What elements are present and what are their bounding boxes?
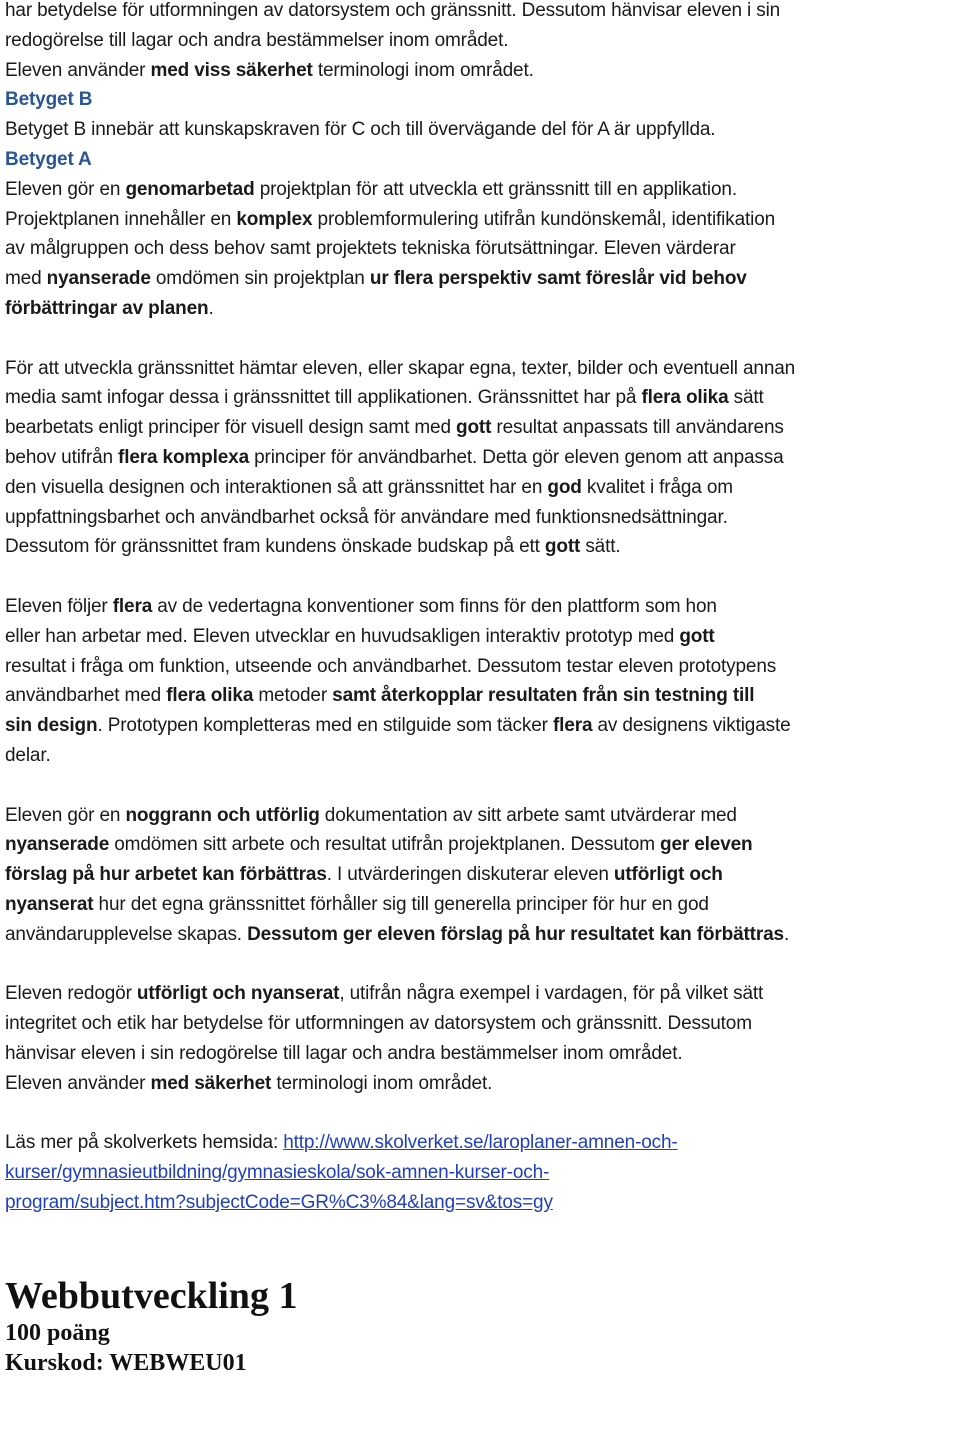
text-line: hänvisar eleven i sin redogörelse till lagar och andra bestämmelser inom området. <box>5 1042 683 1064</box>
text-line: nyanserat hur det egna gränssnittet förhåller sig till generella principer för hur en god <box>5 893 709 915</box>
grade-a-paragraph-4 <box>5 801 957 950</box>
text-line: användarupplevelse skapas. Dessutom ger eleven förslag på hur resultatet kan förbättras. <box>5 923 790 945</box>
grade-a-paragraph-3 <box>5 592 957 771</box>
text-line: förslag på hur arbetet kan förbättras. I utvärderingen diskuterar eleven utförligt och <box>5 864 723 886</box>
text-line <box>5 1188 957 1218</box>
text-line: integritet och etik har betydelse för utformningen av datorsystem och gränssnitt. Dessutom <box>5 1013 752 1035</box>
grade-a-paragraph-5 <box>5 979 957 1098</box>
text-line: den visuella designen och interaktionen så att gränssnittet har en god kvalitet i fråga om <box>5 476 733 498</box>
text-line: bearbetats enligt principer för visuell design samt med gott resultat anpassats till användarens <box>5 417 784 439</box>
text-line: För att utveckla gränssnittet hämtar eleven, eller skapar egna, texter, bilder och eventuell annan <box>5 357 796 379</box>
text-line: med nyanserade omdömen sin projektplan ur flera perspektiv samt föreslår vid behov <box>5 268 747 290</box>
text-line: sin design. Prototypen kompletteras med en stilguide som täcker flera av designens viktigaste <box>5 715 791 737</box>
text-line: av målgruppen och dess behov samt projektets tekniska förutsättningar. Eleven värderar <box>5 238 736 260</box>
text-line: Eleven följer flera av de vedertagna konventioner som finns för den plattform som hon <box>5 595 717 617</box>
text-line: eller han arbetar med. Eleven utvecklar en huvudsakligen interaktiv prototyp med gott <box>5 625 715 647</box>
skolverket-link[interactable]: program/subject.htm?subjectCode=GR%C3%84&lang=sv&tos=gy <box>5 1191 553 1213</box>
course-code: Kurskod: WEBWEU01 <box>5 1349 247 1376</box>
text-line: användbarhet med flera olika metoder samt återkopplar resultaten från sin testning till <box>5 685 755 707</box>
text-line: förbättringar av planen. <box>5 297 214 319</box>
skolverket-link[interactable]: kurser/gymnasieutbildning/gymnasieskola/sok-amnen-kurser-och- <box>5 1162 550 1184</box>
text-line: media samt infogar dessa i gränssnittet till applikationen. Gränssnittet har på flera olika sätt <box>5 387 764 409</box>
paragraph-gap <box>5 950 957 980</box>
course-header <box>5 1274 957 1378</box>
grade-a-section <box>5 145 957 1099</box>
grade-a-heading: Betyget A <box>5 148 92 170</box>
grade-a-paragraph-1 <box>5 175 957 324</box>
intro-paragraph <box>5 0 957 85</box>
read-more-section <box>5 1128 957 1217</box>
course-title: Webbutveckling 1 <box>5 1274 298 1317</box>
grade-b-section <box>5 85 957 145</box>
text-line: resultat i fråga om funktion, utseende och användbarhet. Dessutom testar eleven prototypens <box>5 655 777 677</box>
text-line: Projektplanen innehåller en komplex problemformulering utifrån kundönskemål, identifikation <box>5 208 776 230</box>
text-line: Eleven använder med säkerhet terminologi inom området. <box>5 1072 493 1094</box>
text-line: Dessutom för gränssnittet fram kundens önskade budskap på ett gott sätt. <box>5 536 621 558</box>
text-line: uppfattningsbarhet och användbarhet också för användare med funktionsnedsättningar. <box>5 506 728 528</box>
read-more-label: Läs mer på skolverkets hemsida: <box>5 1132 284 1154</box>
paragraph-gap <box>5 562 957 592</box>
text-line: Eleven gör en noggrann och utförlig dokumentation av sitt arbete samt utvärderar med <box>5 804 737 826</box>
text-line <box>5 1158 957 1188</box>
grade-a-paragraph-2 <box>5 354 957 563</box>
paragraph-gap <box>5 324 957 354</box>
text-line: nyanserade omdömen sitt arbete och resultat utifrån projektplanen. Dessutom ger eleven <box>5 834 753 856</box>
text-line: Eleven redogör utförligt och nyanserat, utifrån några exempel i vardagen, för på vilket sätt <box>5 983 764 1005</box>
text-line: Eleven gör en genomarbetad projektplan för att utveckla ett gränssnitt till en applikation. <box>5 178 737 200</box>
bold-phrase: med viss säkerhet <box>150 59 313 81</box>
text-line: Eleven använder med viss säkerhet terminologi inom området. <box>5 59 534 81</box>
skolverket-link[interactable]: http://www.skolverket.se/laroplaner-amnen-och- <box>283 1132 678 1154</box>
text-line: redogörelse till lagar och andra bestämmelser inom området. <box>5 29 509 51</box>
text-line: har betydelse för utformningen av datorsystem och gränssnitt. Dessutom hänvisar eleven i sin <box>5 0 781 21</box>
grade-b-text: Betyget B innebär att kunskapskraven för C och till övervägande del för A är uppfyllda. <box>5 119 716 141</box>
course-points: 100 poäng <box>5 1319 110 1346</box>
text-line <box>5 1128 957 1158</box>
text-line: delar. <box>5 744 51 766</box>
document-page <box>5 0 957 1378</box>
paragraph-gap <box>5 771 957 801</box>
grade-b-heading: Betyget B <box>5 89 93 111</box>
paragraph-gap <box>5 1098 957 1128</box>
text-line: behov utifrån flera komplexa principer för användbarhet. Detta gör eleven genom att anpassa <box>5 446 784 468</box>
